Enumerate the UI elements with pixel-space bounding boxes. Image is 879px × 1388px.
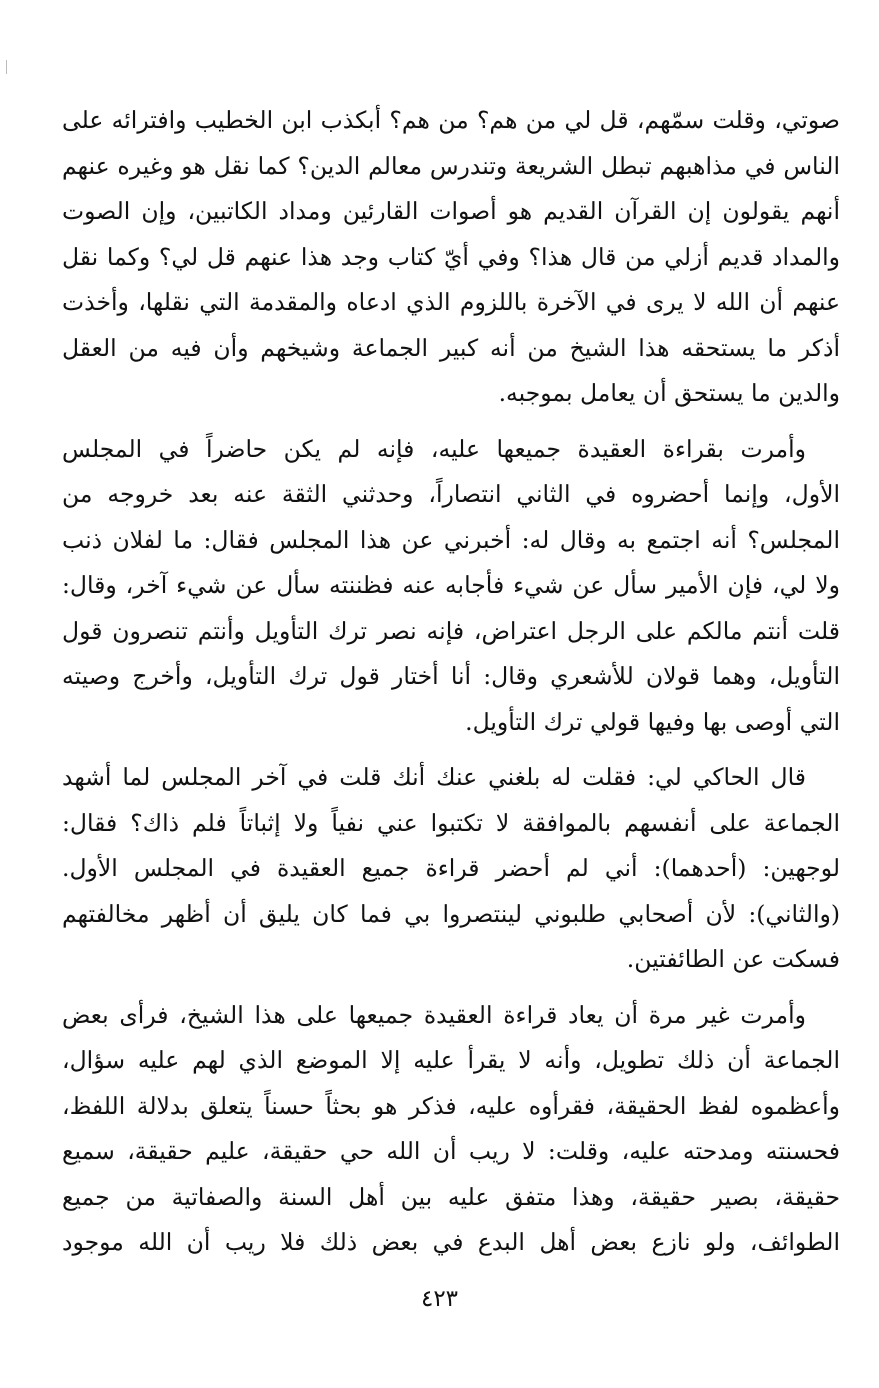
margin-mark: [6, 60, 7, 74]
text-line: فحسنته ومدحته عليه، وقلت: لا ريب أن الله حي حقيقة، عليم حقيقة، سميع: [62, 1137, 840, 1165]
paragraph-2: [62, 427, 840, 746]
text-line: الجماعة على أنفسهم بالموافقة لا تكتبوا عني نفياً ولا إثباتاً فلم ذاك؟ فقال:: [62, 808, 840, 837]
text-line: الجماعة أن ذلك تطويل، وأنه لا يقرأ عليه إلا الموضع الذي لهم عليه سؤال،: [62, 1046, 840, 1074]
text-line: الناس في مذاهبهم تبطل الشريعة وتندرس معالم الدين؟ كما نقل هو وغيره عنهم: [62, 151, 840, 180]
text-line: أنهم يقولون إن القرآن القديم هو أصوات القارئين ومداد الكاتبين، وإن الصوت: [62, 197, 840, 225]
text-line: الأول، وإنما أحضروه في الثاني انتصاراً، وحدثني الثقة عنه بعد خروجه من: [62, 480, 840, 508]
text-line: حقيقة، بصير حقيقة، وهذا متفق عليه بين أهل السنة والصفاتية من جميع: [62, 1182, 840, 1211]
text-line: والمداد قديم أزلي من قال هذا؟ وفي أيّ كتاب وجد هذا عنهم قل لي؟ وكما نقل: [62, 242, 840, 271]
text-line: فسكت عن الطائفتين.: [626, 945, 840, 973]
text-line: والدين ما يستحق أن يعامل بموجبه.: [498, 379, 840, 407]
text-line: وأعظموه لفظ الحقيقة، فقرأوه عليه، فذكر هو بحثاً حسناً يتعلق بدلالة اللفظ،: [62, 1091, 840, 1120]
text-line: وأمرت بقراءة العقيدة جميعها عليه، فإنه لم يكن حاضراً في المجلس: [62, 434, 806, 463]
body-text: [62, 98, 840, 1276]
text-line: المجلس؟ أنه اجتمع به وقال له: أخبرني عن هذا المجلس فقال: ما لفلان ذنب: [62, 525, 840, 554]
text-line: وأمرت غير مرة أن يعاد قراءة العقيدة جميعها على هذا الشيخ، فرأى بعض: [62, 1000, 806, 1029]
text-line: (والثاني): لأن أصحابي طلبوني لينتصروا بي فما كان يليق أن أظهر مخالفتهم: [62, 899, 840, 928]
text-line: قلت أنتم مالكم على الرجل اعتراض، فإنه نصر ترك التأويل وأنتم تنصرون قول: [62, 616, 840, 645]
paragraph-3: [62, 755, 840, 983]
text-line: التأويل، وهما قولان للأشعري وقال: أنا أختار قول ترك التأويل، وأخرج وصيته: [62, 662, 840, 690]
text-line: الطوائف، ولو نازع بعض أهل البدع في بعض ذلك فلا ريب أن الله موجود: [62, 1228, 840, 1256]
paragraph-1: [62, 98, 840, 417]
text-line: التي أوصى بها وفيها قولي ترك التأويل.: [465, 707, 840, 736]
text-line: ولا لي، فإن الأمير سأل عن شيء فأجابه عنه فظننته سأل عن شيء آخر، وقال:: [62, 571, 840, 599]
page-number: ٤٢٣: [420, 1286, 459, 1312]
text-line: لوجهين: (أحدهما): أني لم أحضر قراءة جميع العقيدة في المجلس الأول.: [62, 854, 840, 882]
text-line: أذكر ما يستحقه هذا الشيخ من أنه كبير الجماعة وشيخهم وأن فيه من العقل: [62, 333, 840, 362]
text-line: قال الحاكي لي: فقلت له بلغني عنك أنك قلت في آخر المجلس لما أشهد: [62, 763, 806, 791]
text-line: صوتي، وقلت سمّهم، قل لي من هم؟ من هم؟ أبكذب ابن الخطيب وافترائه على: [62, 106, 840, 134]
paragraph-4: [62, 993, 840, 1266]
text-line: عنهم أن الله لا يرى في الآخرة باللزوم الذي ادعاه والمقدمة التي نقلها، وأخذت: [62, 288, 840, 316]
